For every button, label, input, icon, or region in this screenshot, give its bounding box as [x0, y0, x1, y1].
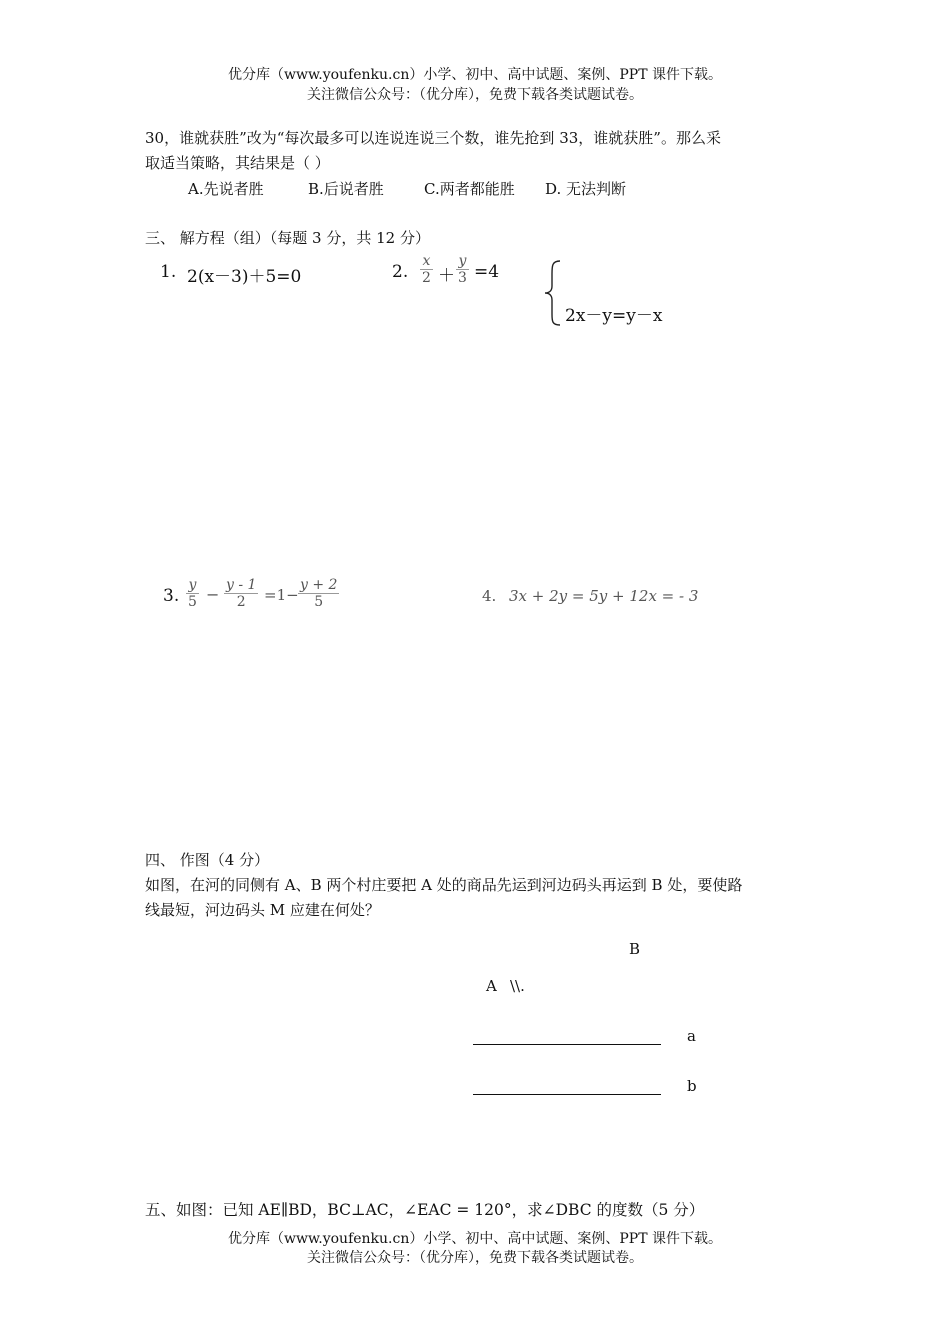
fraction-denominator: 5 — [188, 594, 197, 610]
problem-3-minus: − — [206, 585, 220, 604]
fraction-denominator: 2 — [422, 270, 431, 286]
river-line-b-label: b — [687, 1077, 697, 1095]
option-b: B.后说者胜 — [308, 180, 384, 198]
problem-3-fraction-3 — [298, 577, 339, 610]
problem-2-equation-2: 2x－y=y－x — [565, 306, 663, 326]
problem-3-fraction-2 — [224, 577, 258, 610]
figure-mark: \\. — [510, 977, 525, 995]
problem-2-plus: ＋ — [438, 266, 455, 286]
fraction-numerator: y — [458, 253, 467, 269]
river-line-b — [473, 1094, 661, 1095]
fraction-denominator: 5 — [298, 593, 339, 610]
problem-2-fraction-1 — [420, 253, 433, 286]
fraction-numerator: y + 2 — [300, 577, 338, 593]
option-c: C.两者都能胜 — [424, 180, 515, 198]
problem-4-number: 4. — [482, 587, 497, 605]
header-line-1: 优分库（www.youfenku.cn）小学、初中、高中试题、案例、PPT 课件下载。 — [227, 67, 722, 83]
village-a-label: A — [486, 977, 497, 995]
fraction-numerator: y — [188, 577, 197, 593]
footer-line-1: 优分库（www.youfenku.cn）小学、初中、高中试题、案例、PPT 课件下载。 — [227, 1231, 722, 1247]
option-a: A.先说者胜 — [188, 180, 264, 198]
river-line-a — [473, 1044, 661, 1045]
section-4-text-line-2: 线最短，河边码头 M 应建在何处？ — [145, 901, 380, 919]
fraction-denominator: 2 — [224, 593, 258, 610]
problem-2-rhs: =4 — [474, 262, 500, 282]
section-4-text-line-1: 如图，在河的同侧有 A、B 两个村庄要把 A 处的商品先运到河边码头再运到 B 处，要使路 — [145, 876, 743, 894]
system-brace — [540, 258, 564, 328]
question-text-line-2: 取适当策略，其结果是（ ） — [145, 154, 330, 172]
problem-1-equation: 2(x－3)＋5=0 — [187, 267, 302, 287]
fraction-numerator: y - 1 — [226, 577, 257, 593]
section-4-title: 四、 作图（4 分） — [145, 851, 270, 869]
section-3-title: 三、 解方程（组）（每题 3 分，共 12 分） — [145, 229, 430, 247]
problem-3-fraction-1 — [186, 577, 199, 610]
problem-1-number: 1. — [160, 262, 177, 282]
problem-3-number: 3. — [163, 586, 180, 606]
header-line-2: 关注微信公众号：（优分库），免费下载各类试题试卷。 — [307, 87, 643, 103]
option-d: D. 无法判断 — [545, 180, 627, 198]
problem-2-fraction-2 — [456, 253, 469, 286]
problem-2-number: 2. — [392, 262, 409, 282]
problem-3-middle: =1− — [264, 586, 299, 604]
question-text-line-1: 30，谁就获胜”改为“每次最多可以连说连说三个数，谁先抢到 33，谁就获胜”。那么采 — [145, 129, 721, 147]
village-b-label: B — [629, 940, 641, 958]
section-5-title: 五、如图：已知 AE∥BD，BC⊥AC，∠EAC = 120°，求∠DBC 的度数（5 分） — [145, 1201, 705, 1219]
footer-line-2: 关注微信公众号：（优分库），免费下载各类试题试卷。 — [307, 1250, 643, 1266]
problem-4-equation: 3x + 2y = 5y + 12x = - 3 — [509, 587, 699, 605]
fraction-denominator: 3 — [458, 270, 467, 286]
fraction-numerator: x — [422, 253, 431, 269]
river-line-a-label: a — [687, 1027, 696, 1045]
